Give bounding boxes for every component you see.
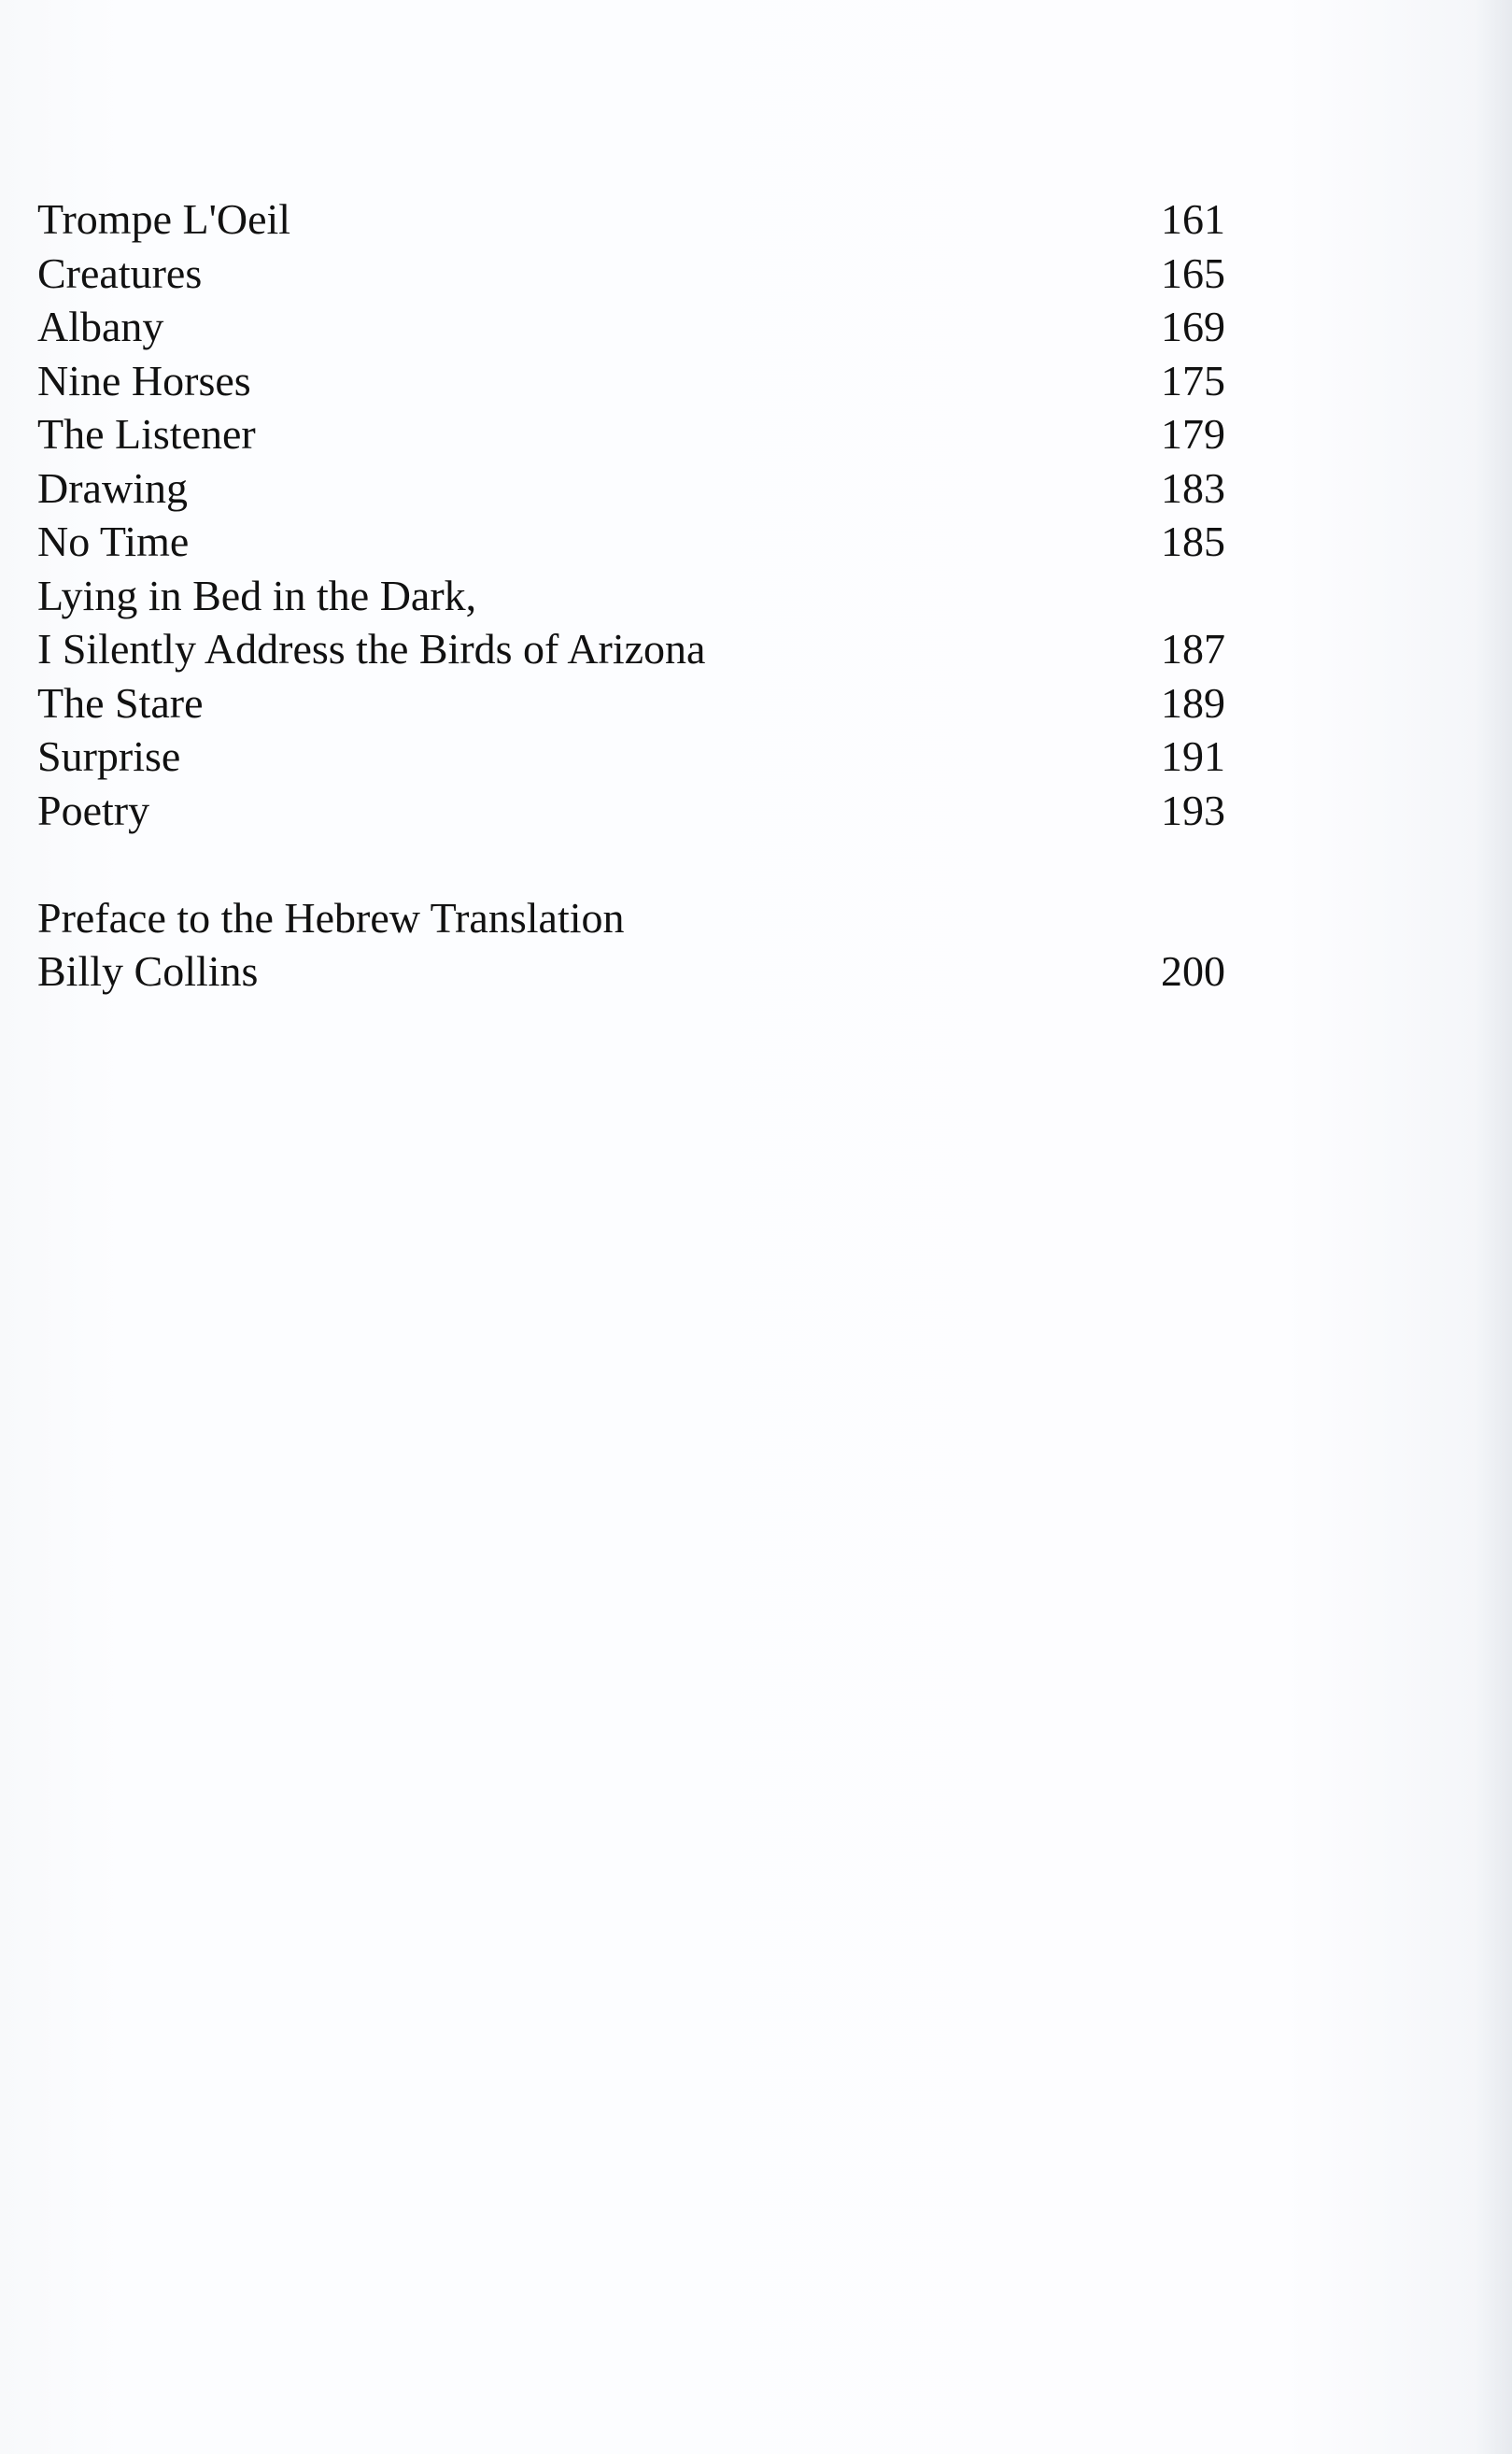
toc-entry	[37, 569, 1225, 623]
toc-entry-page: 175	[1161, 356, 1225, 404]
toc-entry	[37, 944, 1225, 999]
toc-entry-page: 191	[1161, 732, 1225, 780]
toc-entry-title: Creatures	[37, 248, 203, 297]
toc-entry-title: Drawing	[37, 463, 188, 512]
toc-entry-page: 169	[1161, 303, 1225, 350]
toc-entry	[37, 300, 1225, 354]
toc-entry-title: Trompe L'Oeil	[37, 195, 291, 243]
toc-entry-title: I Silently Address the Birds of Arizona	[37, 625, 706, 673]
toc-entry-title: Lying in Bed in the Dark,	[37, 571, 477, 619]
toc-entry-title: No Time	[37, 518, 190, 565]
toc-entry	[37, 622, 1225, 676]
toc-entry-title: Surprise	[37, 732, 181, 780]
toc-entry	[37, 730, 1225, 784]
toc-entry	[37, 461, 1225, 516]
toc-entry-page: 165	[1161, 248, 1225, 297]
toc-entry-title: The Listener	[37, 410, 256, 458]
toc-entry-title: Preface to the Hebrew Translation	[37, 893, 625, 942]
toc-entry-title: Nine Horses	[37, 356, 251, 404]
toc-entry	[37, 515, 1225, 569]
toc-entry-page: 189	[1161, 678, 1225, 727]
table-of-contents	[37, 192, 1225, 999]
toc-entry	[37, 784, 1225, 838]
toc-entry	[37, 247, 1225, 301]
toc-entry-page: 200	[1161, 947, 1225, 995]
toc-entry-title: Albany	[37, 303, 164, 350]
toc-entry-page: 187	[1161, 625, 1225, 673]
toc-entry	[37, 354, 1225, 408]
toc-entry	[37, 407, 1225, 461]
toc-entry-page: 193	[1161, 786, 1225, 834]
toc-entry-page: 185	[1161, 518, 1225, 565]
toc-entry-page: 161	[1161, 195, 1225, 243]
page-edge-shadow	[1475, 0, 1512, 2454]
toc-entry-title: Poetry	[37, 786, 150, 834]
toc-entry	[37, 676, 1225, 731]
toc-entry-title: The Stare	[37, 678, 204, 727]
toc-entry-title: Billy Collins	[37, 947, 259, 995]
toc-entry-page: 183	[1161, 463, 1225, 512]
toc-entry-page: 179	[1161, 410, 1225, 458]
toc-entry	[37, 891, 1225, 945]
toc-entry	[37, 192, 1225, 247]
